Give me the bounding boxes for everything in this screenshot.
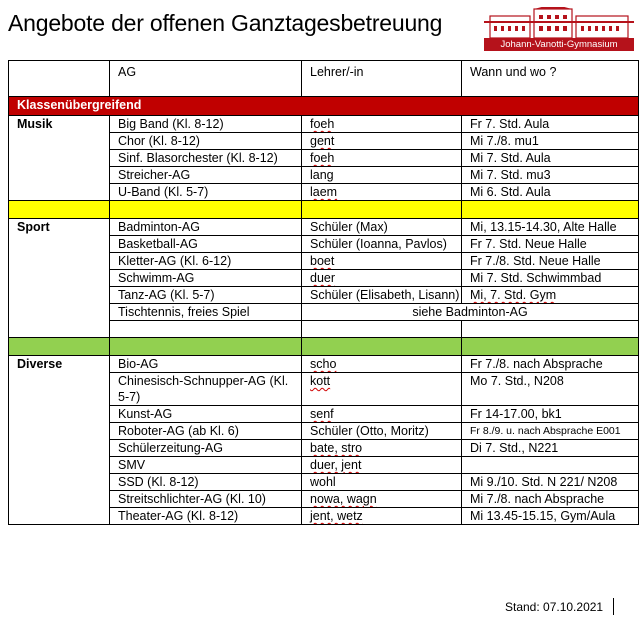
ag-cell: Kletter-AG (Kl. 6-12) (110, 253, 302, 270)
teacher-cell: duer (302, 270, 462, 287)
teacher-cell: foeh (302, 150, 462, 167)
ag-cell: SMV (110, 457, 302, 474)
when-cell: Fr 7. Std. Aula (462, 116, 639, 133)
teacher-cell: jent, wetz (302, 508, 462, 525)
ag-cell: Big Band (Kl. 8-12) (110, 116, 302, 133)
teacher-cell: scho (302, 356, 462, 373)
ag-cell: Badminton-AG (110, 219, 302, 236)
when-cell: Fr 7./8. nach Absprache (462, 356, 639, 373)
teacher-cell: Schüler (Elisabeth, Lisann) (302, 287, 462, 304)
when-cell: Mi, 7. Std. Gym (462, 287, 639, 304)
building-icon (484, 7, 634, 38)
text-cursor (613, 598, 614, 615)
column-header (9, 61, 110, 97)
teacher-cell: Schüler (Ioanna, Pavlos) (302, 236, 462, 253)
section-row-klassenuebergreifend (9, 97, 639, 116)
teacher-cell: wohl (302, 474, 462, 491)
when-cell: Mi 7./8. mu1 (462, 133, 639, 150)
when-cell: Mi 9./10. Std. N 221/ N208 (462, 474, 639, 491)
when-cell: Mi, 13.15-14.30, Alte Halle (462, 219, 639, 236)
teacher-cell: lang (302, 167, 462, 184)
column-header-lehrer: Lehrer/-in (302, 61, 462, 97)
ag-cell: Tanz-AG (Kl. 5-7) (110, 287, 302, 304)
when-cell: Fr 8./9. u. nach Absprache E001 (462, 423, 639, 440)
teacher-cell: Schüler (Otto, Moritz) (302, 423, 462, 440)
ag-cell: Basketball-AG (110, 236, 302, 253)
section-title: Klassenübergreifend (9, 97, 639, 116)
table-row (9, 116, 639, 133)
ag-table (8, 60, 639, 525)
logo-text: Johann-Vanotti-Gymnasium (484, 38, 634, 51)
category-sport: Sport (9, 219, 110, 338)
ag-cell: Roboter-AG (ab Kl. 6) (110, 423, 302, 440)
stand-date: Stand: 07.10.2021 (505, 600, 604, 614)
when-cell: Mi 7./8. nach Absprache (462, 491, 639, 508)
ag-cell: Chinesisch-Schnupper-AG (Kl. 5-7) (110, 373, 302, 406)
when-cell: Fr 7. Std. Neue Halle (462, 236, 639, 253)
teacher-cell: Schüler (Max) (302, 219, 462, 236)
when-cell (462, 457, 639, 474)
teacher-cell: boet (302, 253, 462, 270)
when-cell: Mi 13.45-15.15, Gym/Aula (462, 508, 639, 525)
teacher-cell: bate, stro (302, 440, 462, 457)
table-row (9, 356, 639, 373)
table-header-row (9, 61, 639, 97)
ag-cell: Streicher-AG (110, 167, 302, 184)
ag-cell: Theater-AG (Kl. 8-12) (110, 508, 302, 525)
teacher-cell: duer, jent (302, 457, 462, 474)
teacher-cell: gent (302, 133, 462, 150)
teacher-cell: kott (302, 373, 462, 406)
when-cell: Mi 7. Std. mu3 (462, 167, 639, 184)
teacher-cell: nowa, wagn (302, 491, 462, 508)
ag-cell: Streitschlichter-AG (Kl. 10) (110, 491, 302, 508)
when-cell: Di 7. Std., N221 (462, 440, 639, 457)
ag-cell: U-Band (Kl. 5-7) (110, 184, 302, 201)
when-cell: Mo 7. Std., N208 (462, 373, 639, 406)
ag-cell: Schülerzeitung-AG (110, 440, 302, 457)
category-musik: Musik (9, 116, 110, 201)
when-cell: Mi 6. Std. Aula (462, 184, 639, 201)
category-diverse: Diverse (9, 356, 110, 525)
ag-cell: Chor (Kl. 8-12) (110, 133, 302, 150)
ag-cell: SSD (Kl. 8-12) (110, 474, 302, 491)
table-row (9, 219, 639, 236)
separator-row-green (9, 338, 639, 356)
ag-cell: Tischtennis, freies Spiel (110, 304, 302, 321)
teacher-cell: senf (302, 406, 462, 423)
ag-cell: Schwimm-AG (110, 270, 302, 287)
when-cell: Mi 7. Std. Schwimmbad (462, 270, 639, 287)
column-header-wann: Wann und wo ? (462, 61, 639, 97)
ag-cell: Bio-AG (110, 356, 302, 373)
page-title: Angebote der offenen Ganztagesbetreuung (8, 10, 443, 36)
school-logo (484, 7, 634, 50)
when-cell: Fr 7./8. Std. Neue Halle (462, 253, 639, 270)
column-header-ag: AG (110, 61, 302, 97)
teacher-cell: foeh (302, 116, 462, 133)
separator-row-yellow (9, 201, 639, 219)
when-cell: Fr 14-17.00, bk1 (462, 406, 639, 423)
ag-cell: Kunst-AG (110, 406, 302, 423)
note-cell: siehe Badminton-AG (302, 304, 639, 321)
teacher-cell: laem (302, 184, 462, 201)
when-cell: Mi 7. Std. Aula (462, 150, 639, 167)
ag-cell: Sinf. Blasorchester (Kl. 8-12) (110, 150, 302, 167)
